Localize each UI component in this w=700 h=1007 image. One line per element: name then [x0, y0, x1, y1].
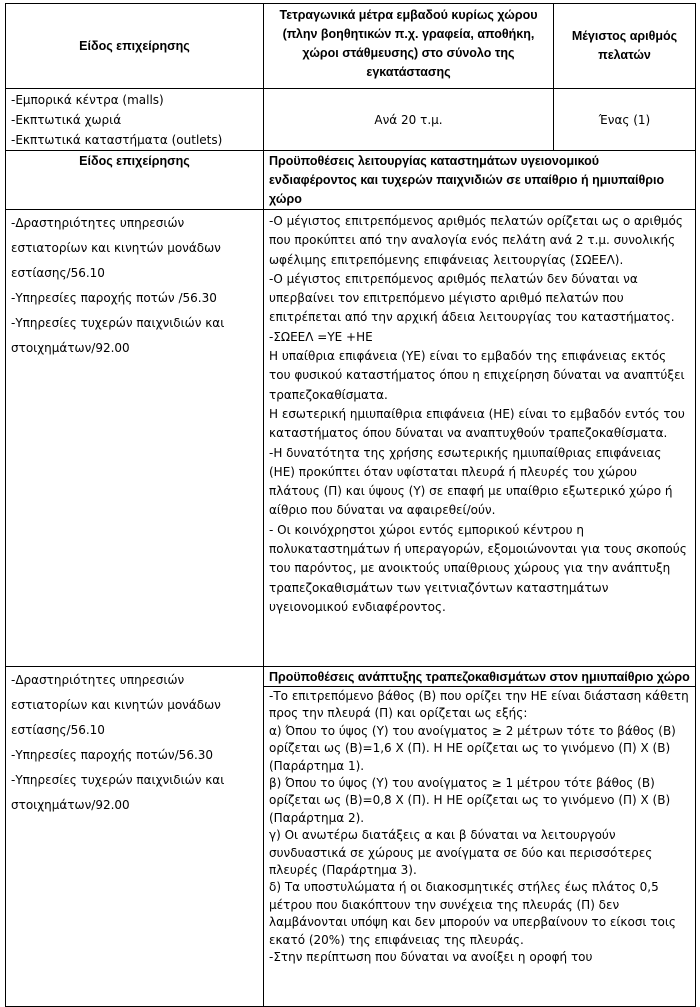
paragraph: -Το επιτρεπόμενο βάθος (Β) που ορίζει την ΗΕ είναι διάσταση κάθετη προς την πλευρά (Π) και ορίζεται ως εξής: — [269, 689, 689, 721]
activity-item: -Υπηρεσίες παροχής ποτών/56.30 — [11, 748, 214, 762]
list-item: -Εκπτωτικά χωριά — [11, 113, 122, 127]
paragraph: β) Όπου το ύψος (Υ) του ανοίγματος ≥ 1 μέτρου τότε βάθος (Β) ορίζεται ως (Β)=0,8 Χ (Π). Η ΗΕ ορίζεται ως το γινόμενο (Π) Χ (Β) (Παράρτημα 2). — [269, 776, 671, 825]
header-max-customers: Μέγιστος αριθμός πελατών — [554, 4, 696, 89]
list-item: -Εκπτωτικά καταστήματα (outlets) — [11, 133, 223, 147]
area-cell: Ανά 20 τ.μ. — [264, 89, 554, 151]
business-types-cell — [6, 89, 264, 151]
paragraph: -Η δυνατότητα της χρήσης εσωτερικής ημιυπαίθριας επιφάνειας (ΗΕ) προκύπτει όταν υφίσταται πλευρά ή πλευρές του χώρου πλάτους (Π) και ύψους (Υ) σε επαφή με υπαίθριο εξωτερικό χώρο ή αίθριο που δύναται να αφαιρεθεί/ούν. — [269, 445, 673, 518]
paragraph: δ) Τα υποστυλώματα ή οι διακοσμητικές στήλες έως πλάτος 0,5 μέτρου που διακόπτουν την συνέχεια της πλευράς (Π) δεν λαμβάνονται υπόψη και δεν μπορούν να υπερβαίνουν το είκοσι τοις εκατό (20%) της επιφάνειας της πλευράς. — [269, 880, 676, 947]
subheader-semi-outdoor: Προϋποθέσεις ανάπτυξης τραπεζοκαθισμάτων στον ημιυπαίθριο χώρο — [264, 667, 695, 687]
paragraph: γ) Οι ανωτέρω διατάξεις α και β δύναται να λειτουργούν συνδυαστικά σε χώρους με ανοίγματα σε δύο και περισσότερες πλευρές (Παράρτημα 3). — [269, 828, 653, 878]
paragraph: - Οι κοινόχρηστοι χώροι εντός εμπορικού κέντρου η πολυκαταστημάτων ή υπεραγορών, εξομοιώνονται για τους σκοπούς του παρόντος, με ανοικτούς υπαίθριους χώρους για την ανάπτυξη τραπεζοκαθισμάτων των γειτνιαζόντων καταστημάτων υγειονομικού ενδιαφέροντος. — [269, 522, 687, 614]
paragraph: Η υπαίθρια επιφάνεια (ΥΕ) είναι το εμβαδόν της επιφάνειας εκτός του φυσικού καταστήματος όπου η επιχείρηση δύναται να αναπτύξει τραπεζοκαθίσματα. — [269, 349, 685, 402]
paragraph: -ΣΩΕΕΛ =ΥΕ +ΗΕ — [269, 329, 373, 344]
activities-cell-1 — [6, 210, 264, 667]
paragraph: -Ο μέγιστος επιτρεπόμενος αριθμός πελατών ορίζεται ως ο αριθμός που προκύπτει από την αναλογία ενός πελάτη ανά 2 τ.μ. συνολικής ωφέλιμης επιτρεπόμενης επιφάνειας λειτουργίας (ΣΩΕΕΛ). — [269, 214, 683, 267]
activity-item: -Δραστηριότητες υπηρεσιών εστιατορίων και κινητών μονάδων εστίασης/56.10 — [11, 216, 221, 280]
header-business-type: Είδος επιχείρησης — [6, 4, 264, 89]
activity-item: -Υπηρεσίες παροχής ποτών /56.30 — [11, 291, 217, 305]
paragraph: -Ο μέγιστος επιτρεπόμενος αριθμός πελατών δεν δύναται να υπερβαίνει τον επιτρεπόμενο μέγιστο αριθμό πελατών που επιτρέπεται από την αρχική άδεια λειτουργίας του καταστήματος. — [269, 271, 675, 325]
activity-item: -Υπηρεσίες τυχερών παιχνιδιών και στοιχημάτων/92.00 — [11, 773, 225, 812]
list-item: -Εμπορικά κέντρα (malls) — [11, 93, 164, 107]
table2-row-1 — [6, 210, 696, 667]
activities-cell-2 — [6, 667, 264, 1007]
document-page — [5, 3, 695, 1007]
paragraph: -Στην περίπτωση που δύναται να ανοίξει η οροφή του — [269, 950, 593, 965]
paragraph: Η εσωτερική ημιυπαίθρια επιφάνεια (ΗΕ) είναι το εμβαδόν εντός του καταστήματος όπου δύναται να αναπτυχθούν τραπεζοκαθίσματα. — [269, 406, 685, 441]
activity-item: -Δραστηριότητες υπηρεσιών εστιατορίων και κινητών μονάδων εστίασης/56.10 — [11, 673, 221, 737]
header-area: Τετραγωνικά μέτρα εμβαδού κυρίως χώρου (πλην βοηθητικών π.χ. γραφεία, αποθήκη, χώροι στάθμευσης) στο σύνολο της εγκατάστασης — [264, 4, 554, 89]
regulation-table — [5, 3, 696, 1007]
header-business-type-2: Είδος επιχείρησης — [6, 151, 264, 210]
paragraph: α) Όπου το ύψος (Υ) του ανοίγματος ≥ 2 μέτρων τότε το βάθος (Β) ορίζεται ως (Β)=1,6 Χ (Π). Η ΗΕ ορίζεται ως το γινόμενο (Π) Χ (Β) (Παράρτημα 1). — [269, 723, 676, 773]
table2-row-2 — [6, 667, 696, 1007]
activity-item: -Υπηρεσίες τυχερών παιχνιδιών και στοιχημάτων/92.00 — [11, 316, 225, 355]
header-conditions: Προϋποθέσεις λειτουργίας καταστημάτων υγειονομικού ενδιαφέροντος και τυχερών παιχνιδιών σε υπαίθριο ή ημιυπαίθριο χώρο — [264, 151, 696, 210]
conditions-cell-1 — [264, 210, 696, 667]
conditions-cell-2 — [264, 667, 696, 1007]
max-customers-cell: Ένας (1) — [554, 89, 696, 151]
table2-header-row — [6, 151, 696, 210]
table1-header-row — [6, 4, 696, 89]
table1-row — [6, 89, 696, 151]
